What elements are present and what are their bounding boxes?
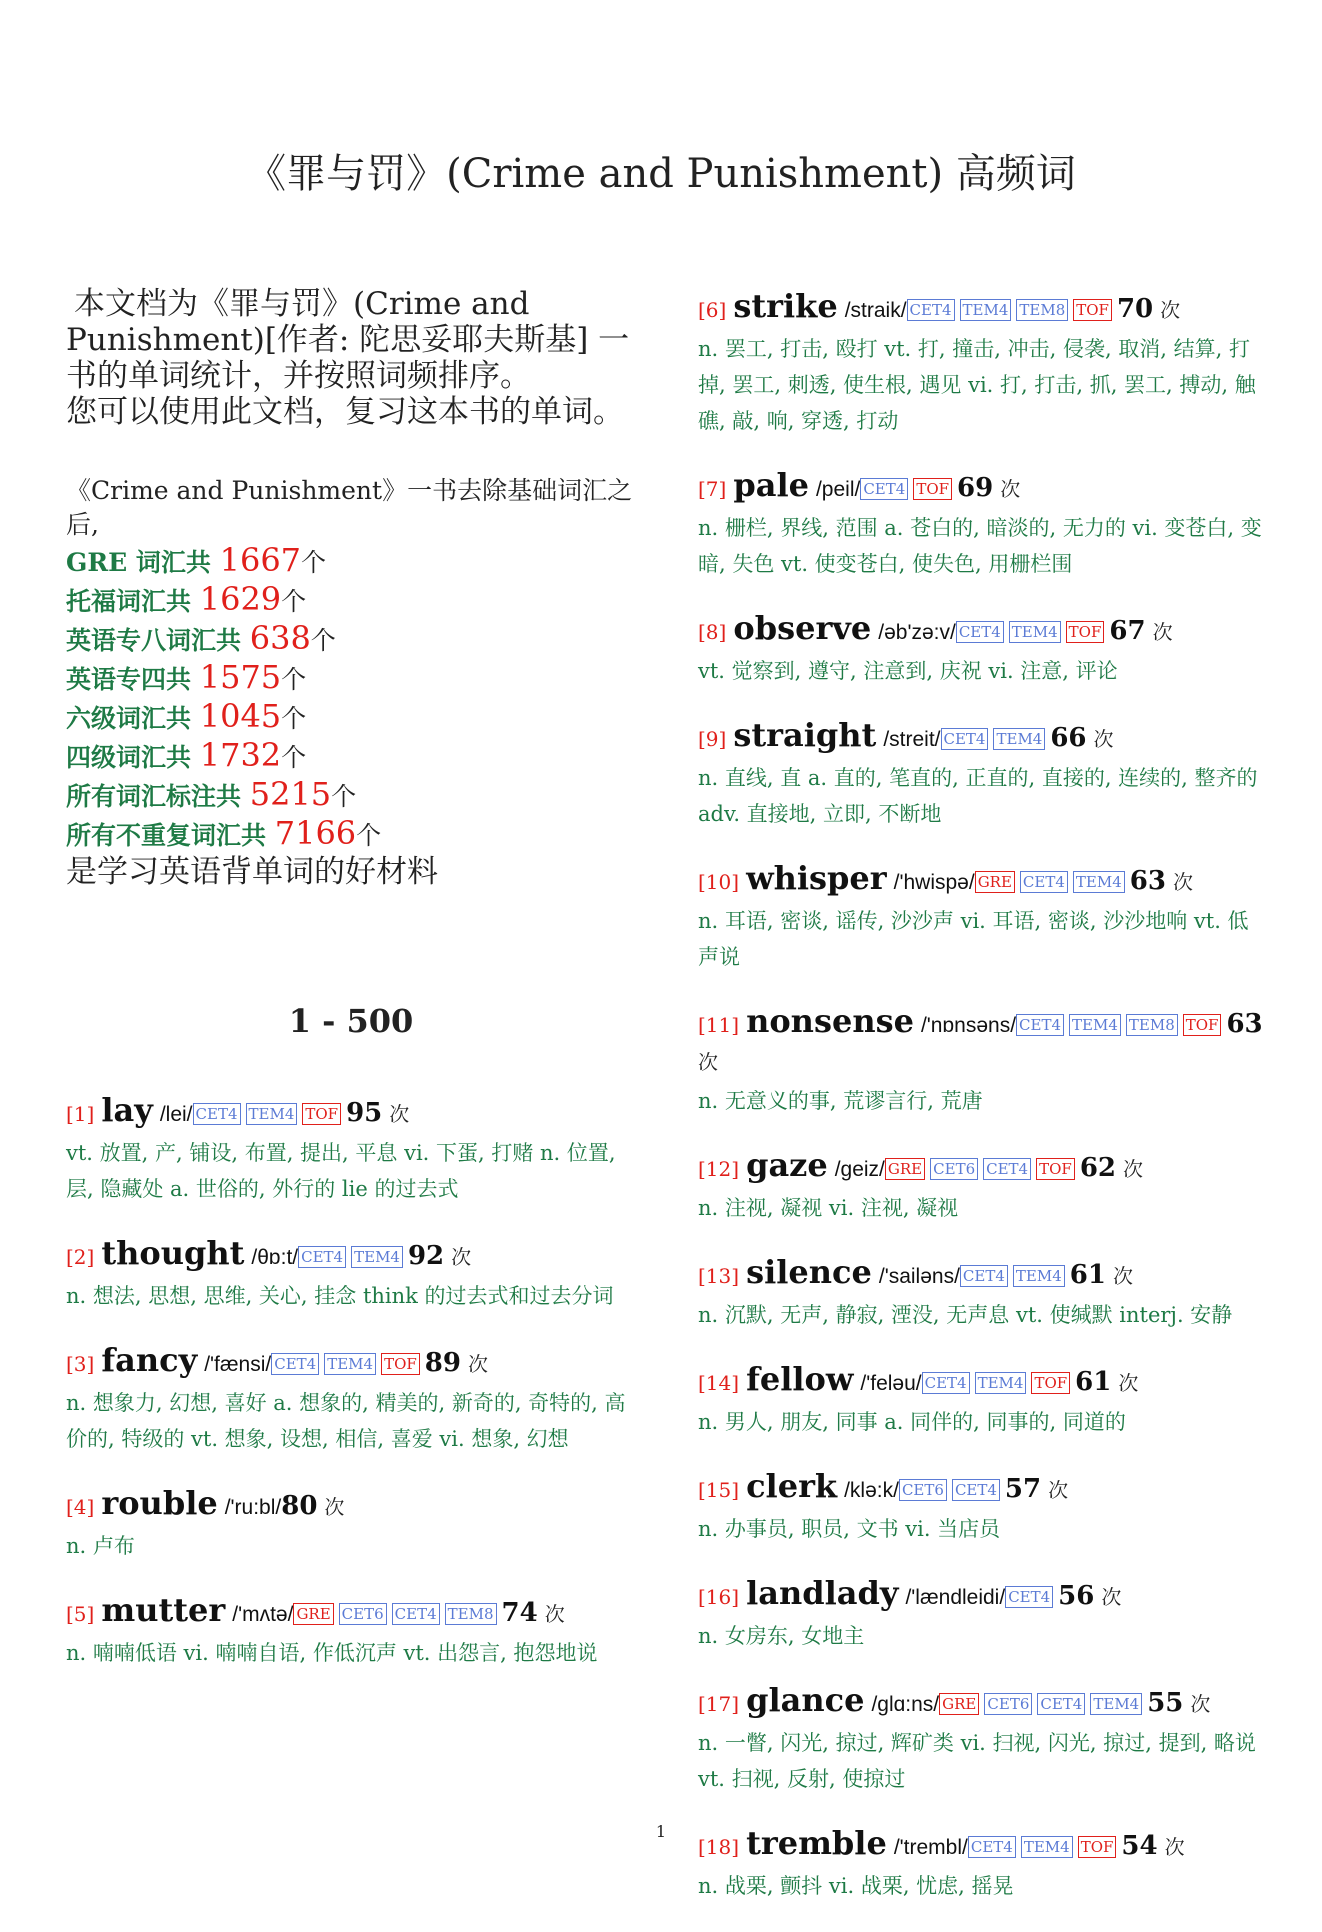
entry-definition: n. 男人, 朋友, 同事 a. 同伴的, 同事的, 同道的 — [698, 1410, 1126, 1434]
exam-tag: TOF — [381, 1353, 420, 1375]
exam-tag: TEM8 — [1016, 299, 1068, 321]
entry-word: observe — [733, 609, 872, 647]
count-label: 六级词汇共 — [66, 704, 200, 733]
exam-tag: TOF — [1036, 1158, 1075, 1180]
frequency-unit: 次 — [324, 1495, 345, 1519]
entry-definition: vt. 放置, 产, 铺设, 布置, 提出, 平息 vi. 下蛋, 打赌 n. 位置, 层, 隐藏处 a. 世俗的, 外行的 lie 的过去式 — [66, 1141, 616, 1201]
count-unit: 个 — [281, 704, 307, 733]
exam-tag: TOF — [913, 478, 952, 500]
entry-header — [698, 1361, 1268, 1402]
entry-index: [7] — [698, 477, 727, 501]
count-row — [66, 542, 636, 581]
entry-definition: n. 战栗, 颤抖 vi. 战栗, 忧虑, 摇晃 — [698, 1874, 1014, 1898]
exam-tag: CET6 — [899, 1479, 947, 1501]
word-entry — [698, 610, 1268, 689]
vocab-count-block — [66, 474, 636, 890]
exam-tag: CET4 — [1005, 1586, 1053, 1608]
exam-tag: TOF — [1066, 621, 1105, 643]
entry-word: rouble — [101, 1484, 218, 1522]
exam-tag: TEM4 — [1090, 1693, 1142, 1715]
entry-word: tremble — [746, 1824, 887, 1862]
count-unit: 个 — [331, 782, 357, 811]
entry-header — [698, 1003, 1268, 1081]
word-entry — [698, 1147, 1268, 1226]
entry-definition: n. 女房东, 女地主 — [698, 1624, 865, 1648]
entry-phonetic: /straik/ — [844, 299, 907, 322]
frequency-unit: 次 — [1172, 870, 1193, 894]
entry-definition: n. 沉默, 无声, 静寂, 湮没, 无声息 vt. 使缄默 interj. 安静 — [698, 1303, 1233, 1327]
exam-tag: CET4 — [941, 728, 989, 750]
frequency-unit: 次 — [451, 1245, 472, 1269]
exam-tag: CET4 — [952, 1479, 1000, 1501]
range-heading: 1 - 500 — [288, 1002, 414, 1040]
entry-frequency: 55 — [1147, 1688, 1184, 1718]
frequency-unit: 次 — [1118, 1371, 1139, 1395]
exam-tag: TEM4 — [1013, 1265, 1065, 1287]
intro-line-2: 您可以使用此文档，复习这本书的单词。 — [66, 394, 624, 430]
frequency-unit: 次 — [1160, 298, 1181, 322]
count-row — [66, 776, 636, 815]
entry-word: straight — [733, 716, 877, 754]
exam-tag: CET4 — [860, 478, 908, 500]
entry-header — [698, 288, 1268, 329]
exam-tag: TOF — [1078, 1836, 1117, 1858]
entry-definition: n. 想法, 思想, 思维, 关心, 挂念 think 的过去式和过去分词 — [66, 1284, 614, 1308]
word-entry — [66, 1342, 636, 1457]
exam-tag: CET4 — [271, 1353, 319, 1375]
exam-tag: TEM4 — [993, 728, 1045, 750]
count-label: 所有不重复词汇共 — [66, 821, 275, 850]
entry-index: [2] — [66, 1245, 95, 1269]
word-entry — [66, 1485, 636, 1564]
entry-frequency: 63 — [1129, 866, 1166, 896]
exam-tag: CET4 — [1016, 1014, 1064, 1036]
count-value: 638 — [249, 619, 311, 657]
entry-header — [698, 717, 1268, 758]
frequency-unit: 次 — [1190, 1692, 1211, 1716]
entry-word: strike — [733, 287, 838, 325]
entry-word: nonsense — [746, 1002, 914, 1040]
entry-header — [66, 1235, 636, 1276]
exam-tag: TEM4 — [975, 1372, 1027, 1394]
entry-phonetic: /'ru:bl/ — [224, 1496, 282, 1519]
word-entry — [698, 1575, 1268, 1654]
word-entry — [66, 1092, 636, 1207]
page-title: 《罪与罚》(Crime and Punishment) 高频词 — [246, 151, 1076, 197]
exam-tag: CET6 — [339, 1603, 387, 1625]
entry-header — [698, 1682, 1268, 1723]
entry-word: pale — [733, 466, 809, 504]
intro-text — [66, 286, 636, 430]
word-entry — [698, 1003, 1268, 1119]
entry-word: whisper — [746, 859, 887, 897]
count-row — [66, 581, 636, 620]
entry-phonetic: /geiz/ — [834, 1158, 885, 1181]
entry-phonetic: /'trembl/ — [893, 1836, 968, 1859]
exam-tag: CET4 — [298, 1246, 346, 1268]
entry-index: [9] — [698, 727, 727, 751]
exam-tag: TEM4 — [324, 1353, 376, 1375]
word-entry — [698, 717, 1268, 832]
exam-tag: CET4 — [193, 1103, 241, 1125]
word-entry — [698, 467, 1268, 582]
count-unit: 个 — [301, 548, 327, 577]
entry-definition: n. 喃喃低语 vi. 喃喃自语, 作低沉声 vt. 出怨言, 抱怨地说 — [66, 1641, 598, 1665]
entry-frequency: 70 — [1116, 294, 1154, 324]
count-label: 英语专四共 — [66, 665, 200, 694]
entry-index: [17] — [698, 1692, 740, 1716]
count-value: 5215 — [249, 775, 332, 813]
exam-tag: CET4 — [1037, 1693, 1085, 1715]
count-unit: 个 — [281, 665, 307, 694]
entry-word: fellow — [746, 1360, 854, 1398]
count-row — [66, 620, 636, 659]
entry-frequency: 67 — [1109, 616, 1146, 646]
entry-definition: n. 注视, 凝视 vi. 注视, 凝视 — [698, 1196, 959, 1220]
exam-tag: CET4 — [983, 1158, 1031, 1180]
entry-definition: n. 卢布 — [66, 1534, 135, 1558]
frequency-unit: 次 — [1048, 1478, 1069, 1502]
count-label: 四级词汇共 — [66, 743, 200, 772]
exam-tag: CET4 — [968, 1836, 1016, 1858]
count-label: 托福词汇共 — [66, 587, 200, 616]
entry-phonetic: /'lændleidi/ — [905, 1586, 1006, 1609]
exam-tag: GRE — [293, 1603, 333, 1625]
entry-definition: vt. 觉察到, 遵守, 注意到, 庆祝 vi. 注意, 评论 — [698, 659, 1118, 683]
word-entry — [698, 1468, 1268, 1547]
exam-tag: TOF — [1183, 1014, 1222, 1036]
frequency-unit: 次 — [1112, 1264, 1133, 1288]
entry-frequency: 61 — [1075, 1367, 1112, 1397]
entry-word: clerk — [746, 1467, 838, 1505]
word-list-left — [66, 1092, 636, 1671]
count-list — [66, 542, 636, 854]
entry-index: [10] — [698, 870, 740, 894]
exam-tag: GRE — [885, 1158, 925, 1180]
entry-word: mutter — [101, 1591, 226, 1629]
entry-phonetic: /θɒ:t/ — [251, 1246, 299, 1269]
exam-tag: TEM8 — [1126, 1014, 1178, 1036]
exam-tag: CET6 — [984, 1693, 1032, 1715]
entry-frequency: 62 — [1079, 1153, 1117, 1183]
page-number: 1 — [655, 1822, 667, 1841]
entry-header — [698, 860, 1268, 901]
count-row — [66, 659, 636, 698]
entry-word: gaze — [746, 1146, 828, 1184]
entry-definition: n. 无意义的事, 荒谬言行, 荒唐 — [698, 1089, 983, 1113]
frequency-unit: 次 — [1101, 1585, 1122, 1609]
frequency-unit: 次 — [1123, 1157, 1144, 1181]
frequency-unit: 次 — [1164, 1835, 1185, 1859]
entry-word: glance — [746, 1681, 865, 1719]
word-entry — [698, 860, 1268, 975]
entry-frequency: 89 — [424, 1348, 461, 1378]
count-value: 1575 — [199, 658, 282, 696]
entry-frequency: 57 — [1004, 1474, 1042, 1504]
entry-definition: n. 直线, 直 a. 直的, 笔直的, 正直的, 直接的, 连续的, 整齐的 adv. 直接地, 立即, 不断地 — [698, 766, 1258, 826]
count-lead: 《Crime and Punishment》一书去除基础词汇之后, — [66, 476, 633, 539]
entry-word: thought — [101, 1234, 245, 1272]
entry-header — [66, 1592, 636, 1633]
word-entry — [698, 1682, 1268, 1797]
word-entry — [66, 1235, 636, 1314]
exam-tag: TEM4 — [1009, 621, 1061, 643]
entry-phonetic: /əb'zə:v/ — [878, 621, 956, 644]
entry-frequency: 54 — [1121, 1831, 1158, 1861]
count-value: 1732 — [199, 736, 282, 774]
count-row — [66, 737, 636, 776]
count-tail: 是学习英语背单词的好材料 — [66, 854, 438, 890]
entry-index: [16] — [698, 1585, 740, 1609]
exam-tag: TOF — [1031, 1372, 1070, 1394]
exam-tag: CET4 — [960, 1265, 1008, 1287]
entry-phonetic: /'feləu/ — [860, 1372, 922, 1395]
entry-header — [698, 1147, 1268, 1188]
intro-line-1: 本文档为《罪与罚》(Crime and Punishment)[作者: 陀思妥耶夫斯基] 一书的单词统计，并按照词频排序。 — [66, 286, 630, 394]
entry-phonetic: /streit/ — [883, 728, 941, 751]
entry-header — [66, 1092, 636, 1133]
entry-phonetic: /'sailəns/ — [878, 1265, 960, 1288]
count-unit: 个 — [310, 626, 336, 655]
count-value: 7166 — [274, 814, 357, 852]
exam-tag: CET4 — [956, 621, 1004, 643]
count-row — [66, 698, 636, 737]
entry-frequency: 56 — [1058, 1581, 1095, 1611]
entry-index: [3] — [66, 1352, 95, 1376]
entry-frequency: 61 — [1069, 1260, 1106, 1290]
frequency-unit: 次 — [698, 1050, 718, 1074]
count-label: 所有词汇标注共 — [66, 782, 250, 811]
exam-tag: CET4 — [392, 1603, 440, 1625]
entry-index: [8] — [698, 620, 727, 644]
entry-header — [66, 1485, 636, 1526]
exam-tag: TEM4 — [1069, 1014, 1121, 1036]
entry-header — [698, 1254, 1268, 1295]
entry-index: [14] — [698, 1371, 740, 1395]
entry-word: fancy — [101, 1341, 198, 1379]
count-value: 1629 — [199, 580, 282, 618]
entry-index: [1] — [66, 1102, 95, 1126]
entry-definition: n. 想象力, 幻想, 喜好 a. 想象的, 精美的, 新奇的, 奇特的, 高价的, 特级的 vt. 想象, 设想, 相信, 喜爱 vi. 想象, 幻想 — [66, 1391, 626, 1451]
entry-phonetic: /'hwispə/ — [893, 871, 975, 894]
count-unit: 个 — [356, 821, 382, 850]
entry-index: [15] — [698, 1478, 740, 1502]
exam-tag: CET4 — [907, 299, 955, 321]
entry-phonetic: /glɑ:ns/ — [871, 1693, 940, 1716]
exam-tag: CET4 — [922, 1372, 970, 1394]
entry-word: silence — [746, 1253, 872, 1291]
entry-header — [66, 1342, 636, 1383]
entry-index: [11] — [698, 1013, 740, 1037]
exam-tag: GRE — [975, 871, 1015, 893]
entry-frequency: 63 — [1226, 1009, 1263, 1039]
count-label: 英语专八词汇共 — [66, 626, 250, 655]
exam-tag: TOF — [1073, 299, 1112, 321]
entry-index: [18] — [698, 1835, 740, 1859]
exam-tag: CET6 — [930, 1158, 978, 1180]
entry-phonetic: /klə:k/ — [844, 1479, 899, 1502]
exam-tag: GRE — [939, 1693, 979, 1715]
right-column — [698, 288, 1268, 1932]
entry-frequency: 74 — [501, 1598, 538, 1628]
entry-frequency: 95 — [346, 1098, 383, 1128]
entry-definition: n. 耳语, 密谈, 谣传, 沙沙声 vi. 耳语, 密谈, 沙沙地响 vt. 低声说 — [698, 909, 1249, 969]
exam-tag: TEM4 — [246, 1103, 298, 1125]
entry-frequency: 80 — [281, 1491, 318, 1521]
exam-tag: TEM8 — [445, 1603, 497, 1625]
count-label: GRE 词汇共 — [66, 548, 220, 577]
frequency-unit: 次 — [389, 1102, 410, 1126]
word-entry — [698, 288, 1268, 439]
entry-header — [698, 610, 1268, 651]
exam-tag: TOF — [302, 1103, 341, 1125]
frequency-unit: 次 — [1152, 620, 1173, 644]
entry-definition: n. 办事员, 职员, 文书 vi. 当店员 — [698, 1517, 1001, 1541]
frequency-unit: 次 — [1000, 477, 1021, 501]
count-unit: 个 — [281, 743, 307, 772]
entry-phonetic: /'mʌtə/ — [232, 1603, 294, 1626]
frequency-unit: 次 — [467, 1352, 488, 1376]
count-unit: 个 — [281, 587, 307, 616]
entry-header — [698, 467, 1268, 508]
entry-frequency: 92 — [407, 1241, 445, 1271]
entry-phonetic: /lei/ — [159, 1103, 193, 1126]
entry-index: [13] — [698, 1264, 740, 1288]
entry-index: [5] — [66, 1602, 95, 1626]
word-entry — [698, 1361, 1268, 1440]
word-entry — [698, 1254, 1268, 1333]
exam-tag: TEM4 — [351, 1246, 403, 1268]
entry-phonetic: /peil/ — [815, 478, 861, 501]
count-value: 1045 — [199, 697, 282, 735]
entry-word: landlady — [746, 1574, 899, 1612]
entry-header — [698, 1468, 1268, 1509]
entry-phonetic: /'nɒnsəns/ — [920, 1014, 1017, 1037]
exam-tag: CET4 — [1020, 871, 1068, 893]
entry-index: [4] — [66, 1495, 95, 1519]
entry-frequency: 69 — [957, 473, 994, 503]
entry-definition: n. 一瞥, 闪光, 掠过, 辉矿类 vi. 扫视, 闪光, 掠过, 提到, 略说 vt. 扫视, 反射, 使掠过 — [698, 1731, 1256, 1791]
left-column — [66, 286, 636, 1699]
count-value: 1667 — [219, 541, 302, 579]
entry-index: [12] — [698, 1157, 740, 1181]
entry-index: [6] — [698, 298, 727, 322]
entry-phonetic: /'fænsi/ — [204, 1353, 272, 1376]
frequency-unit: 次 — [1093, 727, 1114, 751]
exam-tag: TEM4 — [960, 299, 1012, 321]
entry-definition: n. 栅栏, 界线, 范围 a. 苍白的, 暗淡的, 无力的 vi. 变苍白, 变暗, 失色 vt. 使变苍白, 使失色, 用栅栏围 — [698, 516, 1262, 576]
entry-word: lay — [101, 1091, 153, 1129]
entry-header — [698, 1575, 1268, 1616]
word-list-right — [698, 288, 1268, 1904]
count-row — [66, 815, 636, 854]
exam-tag: TEM4 — [1021, 1836, 1073, 1858]
word-entry — [66, 1592, 636, 1671]
exam-tag: TEM4 — [1073, 871, 1125, 893]
frequency-unit: 次 — [544, 1602, 565, 1626]
entry-definition: n. 罢工, 打击, 殴打 vt. 打, 撞击, 冲击, 侵袭, 取消, 结算, 打掉, 罢工, 刺透, 使生根, 遇见 vi. 打, 打击, 抓, 罢工, 搏动, 触礁, 敲, 响, 穿透, 打动 — [698, 337, 1256, 433]
entry-frequency: 66 — [1050, 723, 1087, 753]
